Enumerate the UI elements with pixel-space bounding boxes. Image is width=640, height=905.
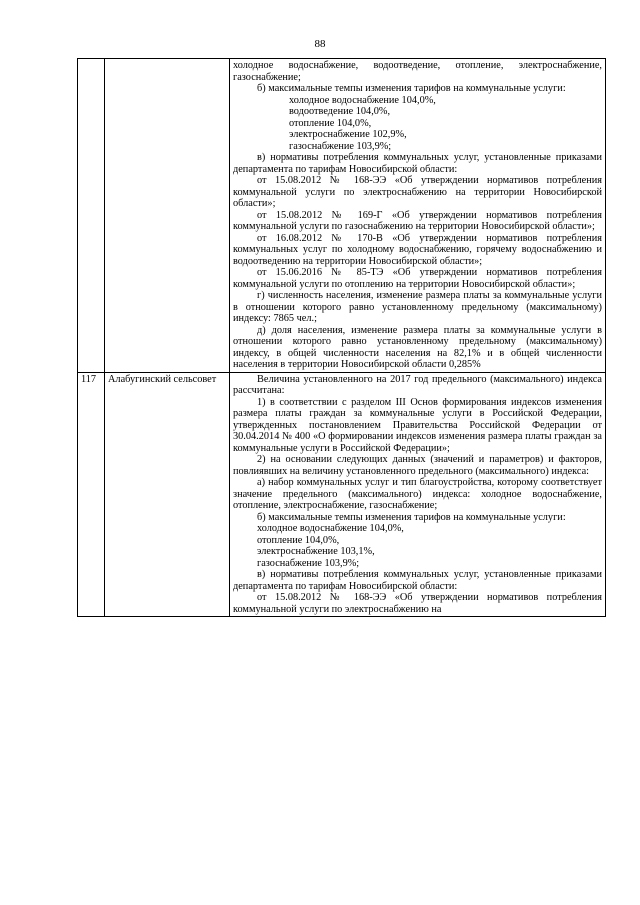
municipality-name-cell: Алабугинский сельсовет bbox=[105, 372, 230, 617]
paragraph: г) численность населения, изменение размера платы за коммунальные услуги в отношении которого равно установленному предельному (максимальному) индексу: 7865 чел.; bbox=[233, 290, 602, 324]
paragraph: д) доля населения, изменение размера платы за коммунальные услуги в отношении которого равно установленному предельному (максимальному) индексу, в общей численности населения на 82,1% и в общей численности населения в территории Новосибирской области 0,285% bbox=[233, 324, 602, 370]
paragraph: Величина установленного на 2017 год предельного (максимального) индекса рассчитана: bbox=[233, 373, 602, 396]
paragraph: отопление 104,0%, bbox=[289, 117, 372, 129]
row-number-cell: 117 bbox=[78, 372, 105, 617]
table-row bbox=[78, 59, 606, 373]
paragraph: от 15.06.2016 № 85-ТЭ «Об утверждении нормативов потребления коммунальной услуги по отоплению на территории Новосибирской области»; bbox=[233, 267, 602, 290]
paragraph: электроснабжение 103,1%, bbox=[257, 546, 375, 557]
paragraph: электроснабжение 102,9%, bbox=[289, 129, 407, 140]
paragraph: газоснабжение 103,9%; bbox=[257, 557, 360, 569]
paragraph: от 15.08.2012 № 168-ЭЭ «Об утверждении нормативов потребления коммунальной услуги по электроснабжению на bbox=[233, 592, 602, 615]
paragraph: от 15.08.2012 № 168-ЭЭ «Об утверждении нормативов потребления коммунальной услуги по электроснабжению на территории Новосибирской области»; bbox=[233, 175, 602, 209]
paragraph: а) набор коммунальных услуг и тип благоустройства, которому соответствует значение предельного (максимального) индекса: холодное водоснабжение, отопление, электроснабжение, газоснабжение; bbox=[233, 477, 602, 511]
table-row bbox=[78, 372, 606, 617]
table-body bbox=[78, 59, 606, 617]
paragraph: 2) на основании следующих данных (значений и параметров) и факторов, повлиявших на величину установленного предельного (максимального) индекса: bbox=[233, 454, 602, 477]
paragraph: холодное водоснабжение, водоотведение, отопление, электроснабжение, газоснабжение; bbox=[233, 60, 602, 83]
paragraph: холодное водоснабжение 104,0%, bbox=[289, 94, 436, 106]
row-number-cell bbox=[78, 59, 105, 373]
justification-cell bbox=[230, 372, 606, 617]
paragraph: б) максимальные темпы изменения тарифов на коммунальные услуги: bbox=[257, 83, 566, 94]
paragraph: в) нормативы потребления коммунальных услуг, установленные приказами департамента по тарифам Новосибирской области: bbox=[233, 569, 602, 592]
justification-cell bbox=[230, 59, 606, 373]
paragraph: 1) в соответствии с разделом III Основ формирования индексов изменения размера платы граждан за коммунальные услуги в Российской Федерации, утвержденных постановлением Правительства Российской Федерации от 30.04.2014 № 400 «О формировании индексов изменения размера платы граждан за коммунальные услуги в Российской Федерации»; bbox=[233, 396, 602, 454]
page-number: 88 bbox=[314, 38, 326, 50]
paragraph: б) максимальные темпы изменения тарифов на коммунальные услуги: bbox=[257, 511, 566, 523]
paragraph: газоснабжение 103,9%; bbox=[289, 140, 392, 152]
paragraph: в) нормативы потребления коммунальных услуг, установленные приказами департамента по тарифам Новосибирской области: bbox=[233, 152, 602, 175]
paragraph: холодное водоснабжение 104,0%, bbox=[257, 523, 404, 534]
tariff-table bbox=[77, 58, 606, 617]
paragraph: водоотведение 104,0%, bbox=[289, 106, 391, 117]
paragraph: отопление 104,0%, bbox=[257, 534, 340, 546]
municipality-name-cell bbox=[105, 59, 230, 373]
paragraph: от 16.08.2012 № 170-В «Об утверждении нормативов потребления коммунальных услуг по холодному водоснабжению, горячему водоснабжению и водоотведению на территории Новосибирской области»; bbox=[233, 232, 602, 267]
paragraph: от 15.08.2012 № 169-Г «Об утверждении нормативов потребления коммунальной услуги по газоснабжению на территории Новосибирской области»; bbox=[233, 209, 602, 232]
